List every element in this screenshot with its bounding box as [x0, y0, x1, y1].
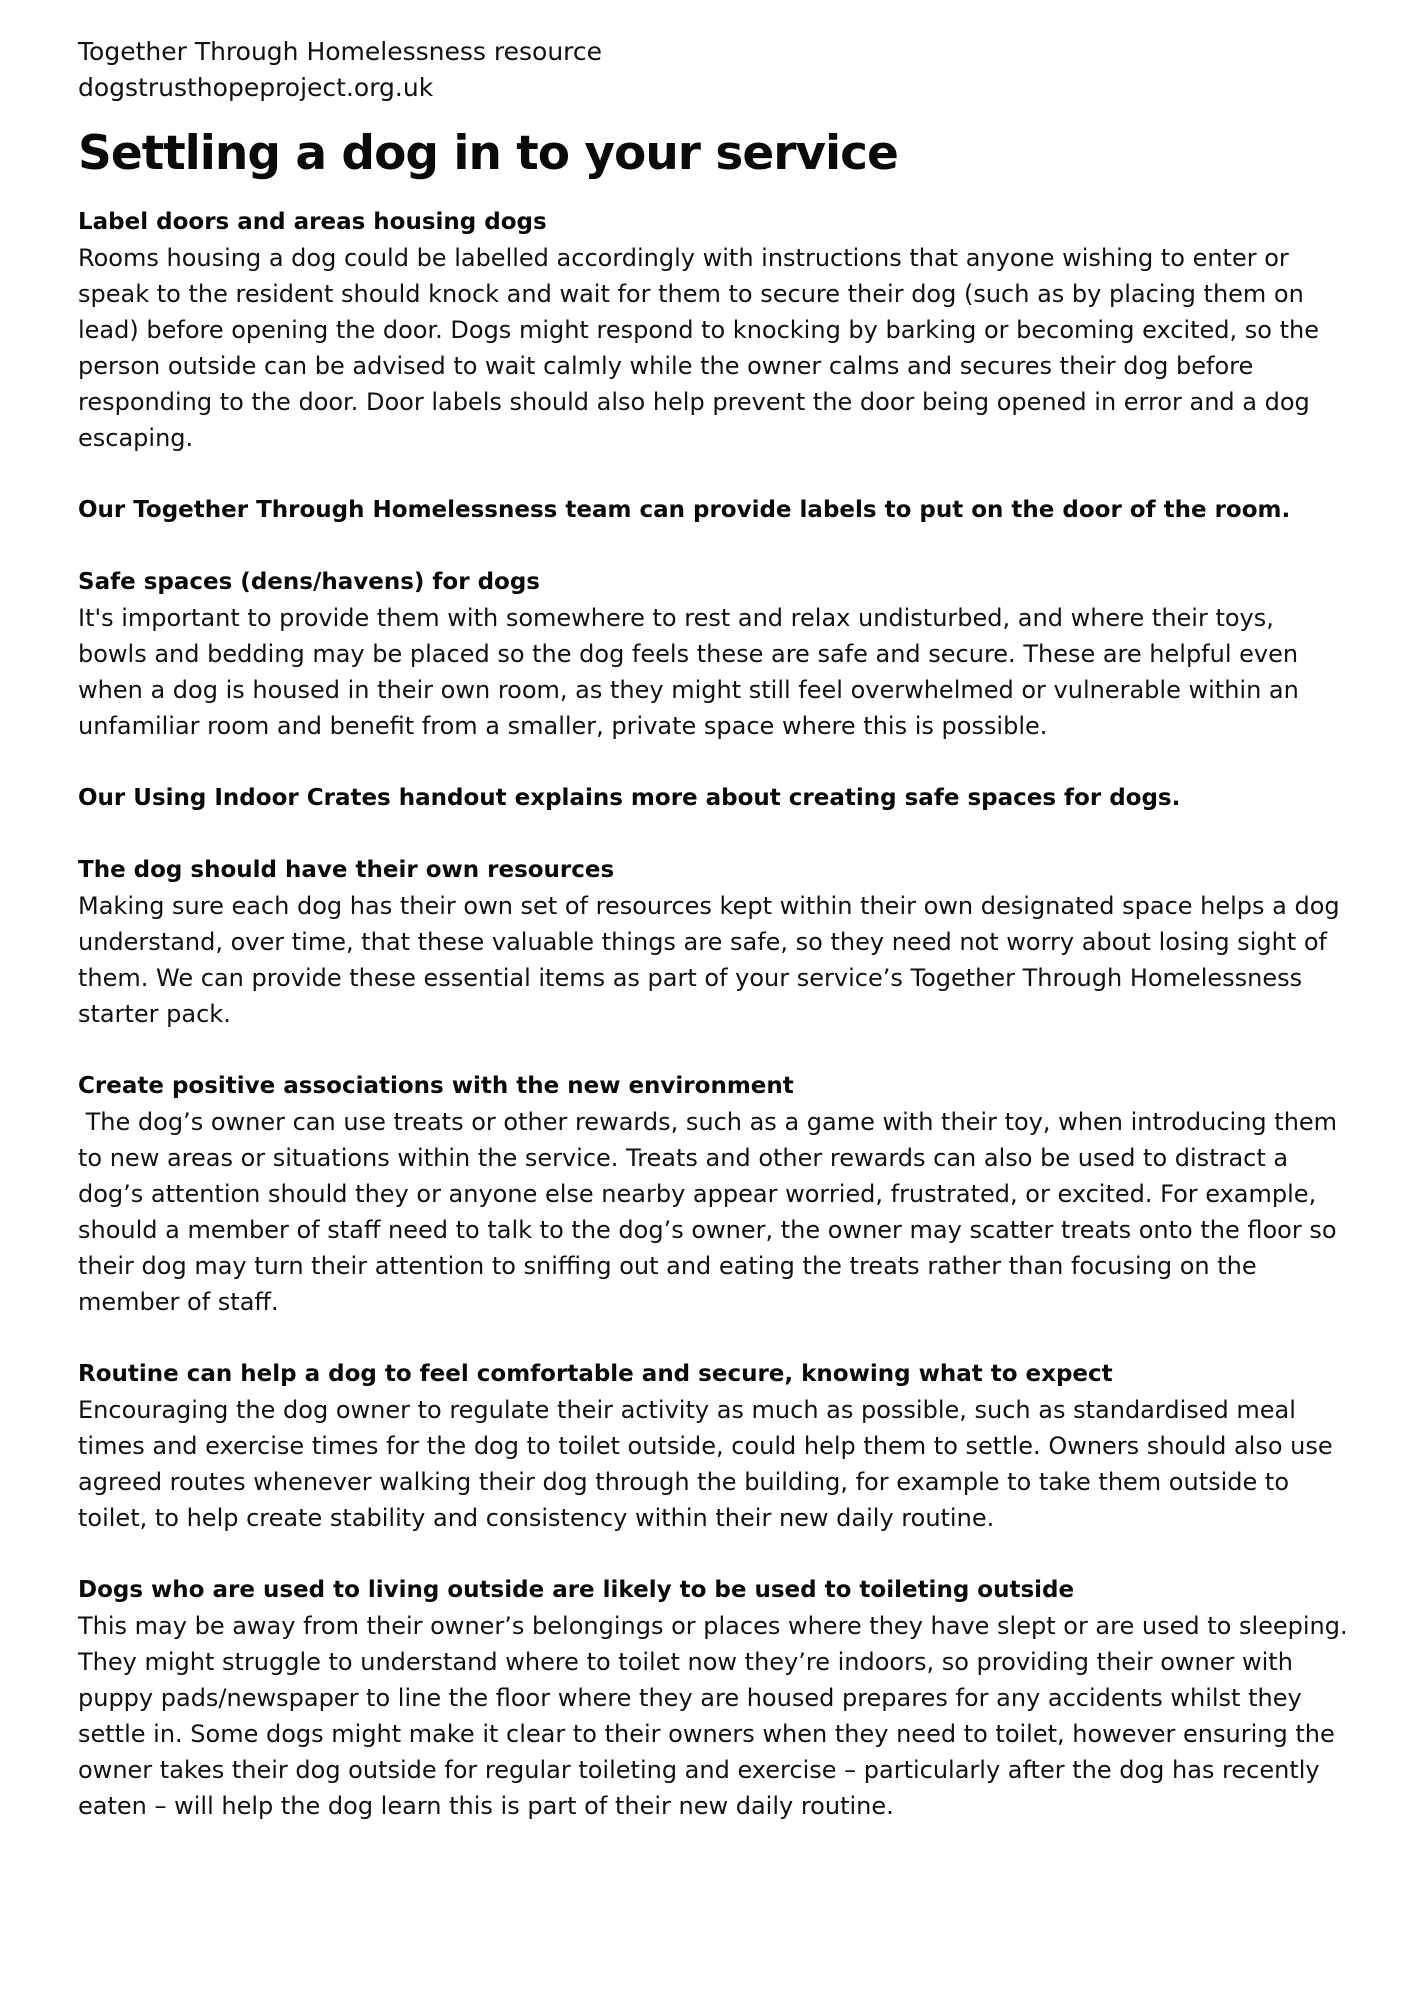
- document-page: [78, 34, 1356, 1860]
- note-door-labels: Our Together Through Homelessness team can provide labels to put on the door of the room.: [78, 497, 1291, 523]
- website-url: dogstrusthopeproject.org.uk: [78, 73, 434, 102]
- section-body: Making sure each dog has their own set of resources kept within their own designated space helps a dog understand, over time, that these valuable things are safe, so they need not worry about losing sight of them. We can provide these essential items as part of your service’s Together Through Homelessness starter pack.: [78, 892, 1348, 1028]
- note-indoor-crates: Our Using Indoor Crates handout explains more about creating safe spaces for dogs.: [78, 785, 1181, 811]
- section-body: Rooms housing a dog could be labelled accordingly with instructions that anyone wishing to enter or speak to the resident should knock and wait for them to secure their dog (such as by placing them on lead) before opening the door. Dogs might respond to knocking by barking or becoming excited, so the person outside can be advised to wait calmly while the owner calms and secures their dog before responding to the door. Door labels should also help prevent the door being opened in error and a dog escaping.: [78, 244, 1327, 452]
- section-heading: Routine can help a dog to feel comfortable and secure, knowing what to expect: [78, 1361, 1113, 1387]
- section-safe-spaces: [78, 564, 1348, 744]
- section-heading: Dogs who are used to living outside are likely to be used to toileting outside: [78, 1577, 1075, 1603]
- section-body: The dog’s owner can use treats or other rewards, such as a game with their toy, when introducing them to new areas or situations within the service. Treats and other rewards can also be used to distract a dog’s attention should they or anyone else nearby appear worried, frustrated, or excited. For example, should a member of staff need to talk to the dog’s owner, the owner may scatter treats onto the floor so their dog may turn their attention to sniffing out and eating the treats rather than focusing on the member of staff.: [78, 1108, 1345, 1316]
- section-body: It's important to provide them with somewhere to rest and relax undisturbed, and where their toys, bowls and bedding may be placed so the dog feels these are safe and secure. These are helpful even when a dog is housed in their own room, as they might still feel overwhelmed or vulnerable within an unfamiliar room and benefit from a smaller, private space where this is possible.: [78, 604, 1307, 740]
- section-body: This may be away from their owner’s belongings or places where they have slept or are used to sleeping. They might struggle to understand where to toilet now they’re indoors, so providing their owner with puppy pads/newspaper to line the floor where they are housed prepares for any accidents whilst they settle in. Some dogs might make it clear to their owners when they need to toilet, however ensuring the owner takes their dog outside for regular toileting and exercise – particularly after the dog has recently eaten – will help the dog learn this is part of their new daily routine.: [78, 1612, 1356, 1820]
- section-positive-associations: [78, 1068, 1348, 1320]
- section-own-resources: [78, 852, 1348, 1032]
- section-heading: Label doors and areas housing dogs: [78, 209, 547, 235]
- resource-label: Together Through Homelessness resource: [78, 37, 603, 66]
- section-toileting: [78, 1572, 1356, 1824]
- page-title: Settling a dog in to your service: [78, 126, 898, 181]
- section-label-doors: [78, 204, 1348, 456]
- section-heading: Safe spaces (dens/havens) for dogs: [78, 569, 540, 595]
- section-body: Encouraging the dog owner to regulate their activity as much as possible, such as standardised meal times and exercise times for the dog to toilet outside, could help them to settle. Owners should also use agreed routes whenever walking their dog through the building, for example to take them outside to toilet, to help create stability and consistency within their new daily routine.: [78, 1396, 1341, 1532]
- section-heading: Create positive associations with the new environment: [78, 1073, 794, 1099]
- section-heading: The dog should have their own resources: [78, 857, 615, 883]
- section-routine: [78, 1356, 1348, 1536]
